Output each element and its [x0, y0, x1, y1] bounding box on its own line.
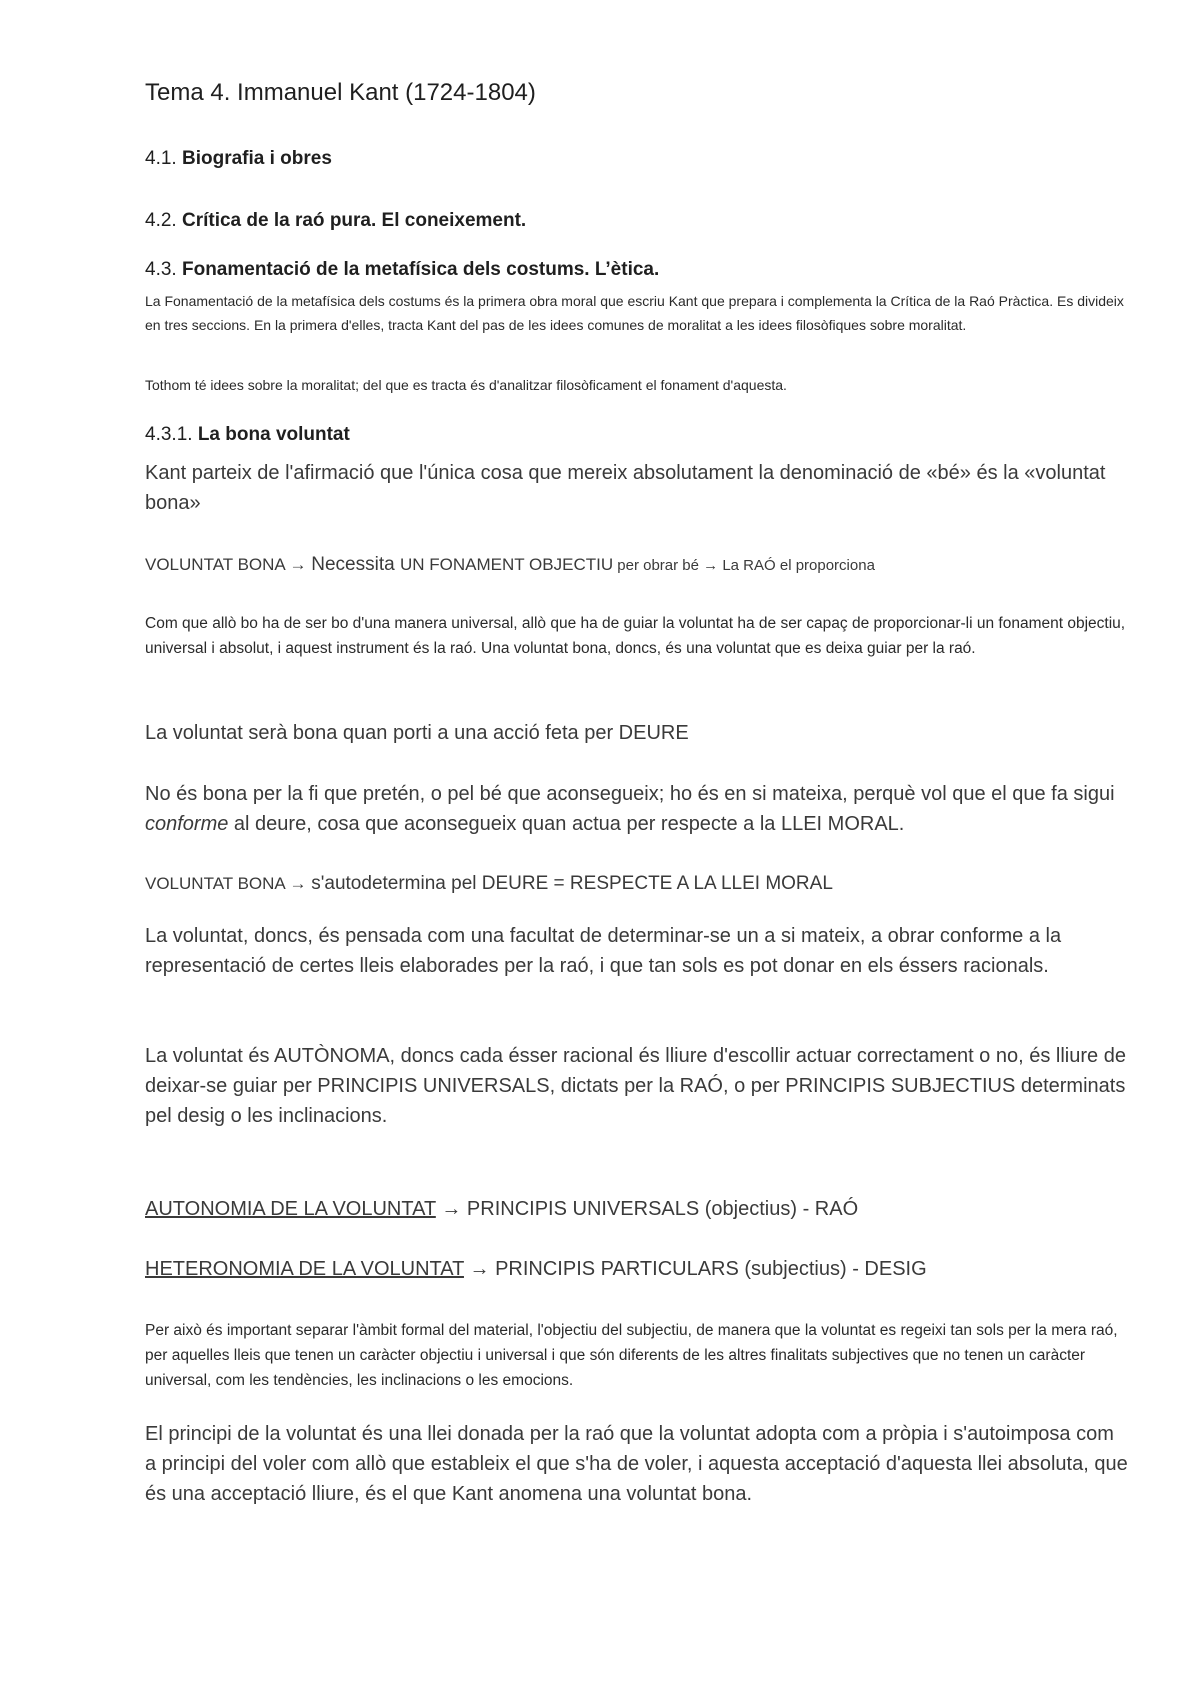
- text-part: al deure, cosa que aconsegueix quan actua per respecte a la LLEI MORAL.: [228, 813, 905, 835]
- line-part: Necessita: [311, 554, 400, 575]
- paragraph-kant-afirmacio: Kant parteix de l'afirmació que l'única cosa que mereix absolutament la denominació de «bé» és la «voluntat bona»: [145, 462, 1106, 514]
- section-label: Biografia i obres: [181, 148, 332, 169]
- section-4-3-heading: [145, 259, 659, 281]
- paragraph-facultat: La voluntat, doncs, és pensada com una facultat de determinar-se un a si mateix, a obrar conforme a la representació de certes lleis elaborades per la raó, i que tan sols es pot donar en els éssers racionals.: [145, 925, 1062, 977]
- underlined-term: HETERONOMIA DE LA VOLUNTAT: [145, 1258, 464, 1280]
- underlined-term: AUTONOMIA DE LA VOLUNTAT: [145, 1198, 436, 1220]
- voluntat-bona-deure-line: [145, 871, 1135, 897]
- paragraph-principi-voluntat: El principi de la voluntat és una llei donada per la raó que la voluntat adopta com a pròpia i s'autoimposa com a principi del voler com allò que estableix el que s'ha de voler, i aquesta acceptació d'aquesta llei absoluta, que és una acceptació lliure, és el que Kant anomena una voluntat bona.: [145, 1423, 1128, 1505]
- autonomia-line: [145, 1194, 1130, 1224]
- section-label: Crítica de la raó pura. El coneixement.: [181, 210, 527, 231]
- paragraph-no-es-bona: [145, 779, 1130, 839]
- line-part: per obrar bé → La RAÓ el proporciona: [613, 557, 875, 574]
- line-rest: → PRINCIPIS UNIVERSALS (objectius) - RAÓ: [435, 1198, 859, 1220]
- paragraph-autonoma: La voluntat és AUTÒNOMA, doncs cada ésser racional és lliure d'escollir actuar correctament o no, és lliure de deixar-se guiar per PRINCIPIS UNIVERSALS, dictats per la RAÓ, o per PRINCIPIS SUBJECTIUS determinats pel desig o les inclinacions.: [145, 1045, 1126, 1127]
- section-number: 4.3.: [145, 259, 182, 280]
- section-label: Fonamentació de la metafísica dels costums. L’ètica.: [181, 259, 660, 280]
- paragraph-bo-universal: Com que allò bo ha de ser bo d'una manera universal, allò que ha de guiar la voluntat ha de ser capaç de proporcionar-li un fonament objectiu, universal i absolut, i aquest instrument és la raó. Una voluntat bona, doncs, és una voluntat que es deixa guiar per la raó.: [145, 615, 1126, 657]
- line-rest: → PRINCIPIS PARTICULARS (subjectius) - DESIG: [463, 1258, 927, 1280]
- section-4-1-heading: [145, 148, 332, 170]
- line-part: VOLUNTAT BONA →: [145, 555, 312, 574]
- heteronomia-line: [145, 1254, 1130, 1284]
- paragraph-deure: La voluntat serà bona quan porti a una acció feta per DEURE: [145, 722, 689, 744]
- section-number: 4.1.: [145, 148, 182, 169]
- section-4-2-heading: [145, 210, 526, 232]
- line-part: s'autodetermina pel DEURE = RESPECTE A LA LLEI MORAL: [311, 873, 833, 894]
- intro-paragraph: La Fonamentació de la metafísica dels costums és la primera obra moral que escriu Kant que prepara i complementa la Crítica de la Raó Pràctica. Es divideix en tres seccions. En la primera d'elles, tracta Kant del pas de les idees comunes de moralitat a les idees filosòfiques sobre moralitat.: [145, 293, 1124, 333]
- section-number: 4.3.1.: [145, 424, 198, 445]
- paragraph-formal-material: Per això és important separar l'àmbit formal del material, l'objectiu del subjectiu, de manera que la voluntat es regeixi tan sols per la mera raó, per aquelles lleis que tenen un caràcter objectiu i universal i que són diferents de les altres finalitats subjectives que no tenen un caràcter universal, com les tendències, les inclinacions o les emocions.: [145, 1322, 1118, 1389]
- line-part: UN FONAMENT OBJECTIU: [399, 555, 614, 574]
- page-title: Tema 4. Immanuel Kant (1724-1804): [145, 79, 536, 106]
- section-number: 4.2.: [145, 210, 182, 231]
- section-label: La bona voluntat: [197, 424, 350, 445]
- text-part: No és bona per la fi que pretén, o pel bé que aconsegueix; ho és en si mateixa, perquè vol que el que fa sigui: [145, 783, 1115, 805]
- italic-word: conforme: [145, 813, 229, 835]
- intro-paragraph-2: Tothom té idees sobre la moralitat; del que es tracta és d'analitzar filosòficament el fonament d'aquesta.: [145, 377, 787, 393]
- voluntat-bona-fonament-line: [145, 552, 1135, 579]
- section-4-3-1-heading: [145, 424, 350, 446]
- line-part: VOLUNTAT BONA →: [145, 874, 312, 893]
